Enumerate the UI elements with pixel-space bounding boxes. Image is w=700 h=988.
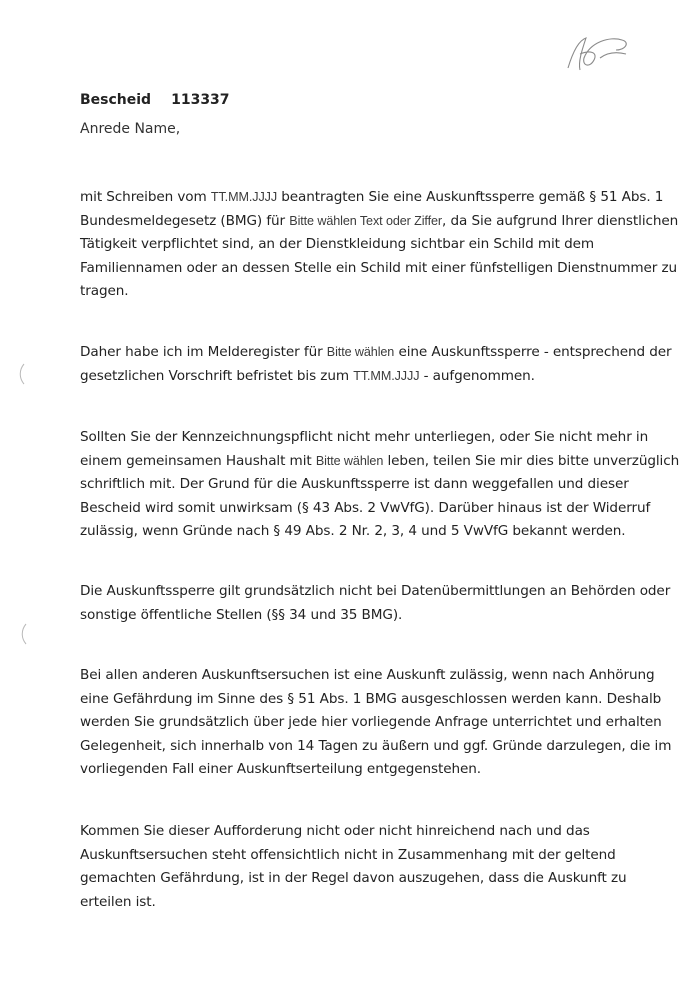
choice-placeholder[interactable]: Bitte wählen: [326, 345, 395, 359]
text-run: , da Sie aufgrund Ihrer dienstlichen Tätigkeit verpflichtet sind, an der Dienstkleidung sichtbar ein Schild mit dem Familiennamen oder an dessen Stelle ein Schild mit einer fünfstelligen Dienstnummer zu tragen.: [80, 212, 679, 300]
choice-placeholder[interactable]: Bitte wählen: [315, 453, 384, 468]
header-title: Bescheid: [80, 92, 152, 108]
document-header: [80, 92, 230, 108]
text-run: Daher habe ich im Melderegister für: [80, 344, 327, 360]
paragraph-other-requests: Bei allen anderen Auskunftsersuchen ist eine Auskunft zulässig, wenn nach Anhörung eine Gefährdung im Sinne des § 51 Abs. 1 BMG ausgeschlossen werden kann. Deshalb werden Sie grundsätzlich über jede hier vorliegende Anfrage unterrichtet und erhalten Gelegenheit, sich innerhalb von 14 Tagen zu äußern und ggf. Gründe darzulegen, die im vorliegenden Fall einer Auskunftserteilung entgegenstehen.: [80, 667, 672, 778]
text-run: Sollten Sie der Kennzeichnungspflicht nicht mehr unterliegen, oder Sie nicht mehr in einem gemeinsamen Haushalt mit: [80, 429, 649, 469]
text-run: mit Schreiben vom: [80, 189, 211, 205]
salutation: Anrede Name,: [80, 121, 181, 137]
margin-paren-icon: [18, 622, 28, 646]
text-run: - aufgenommen.: [419, 367, 535, 384]
text-run: leben, teilen Sie mir dies bitte unverzüglich schriftlich mit. Der Grund für die Auskunftssperre ist dann weggefallen und dieser Bescheid wird somit unwirksam (§ 43 Abs. 2 VwVfG). Darüber hinaus ist der Widerruf zulässig, wenn Gründe nach § 49 Abs. 2 Nr. 2, 3, 4 und 5 VwVfG bekannt werden.: [80, 452, 680, 540]
margin-paren-icon: [16, 362, 26, 386]
paragraph-register: [80, 341, 680, 388]
text-run: eine Auskunftssperre - entsprechend der gesetzlichen Vorschrift befristet bis zum: [80, 344, 672, 384]
paragraph-consequence: Kommen Sie dieser Aufforderung nicht oder nicht hinreichend nach und das Auskunftsersuchen steht offensichtlich nicht in Zusammenhang mit der geltend gemachten Gefährdung, ist in der Regel davon auszugehen, dass die Auskunft zu erteilen ist.: [80, 823, 627, 910]
choice-placeholder[interactable]: Bitte wählen Text oder Ziffer: [289, 213, 443, 228]
paragraph-authorities: Die Auskunftssperre gilt grundsätzlich nicht bei Datenübermittlungen an Behörden oder sonstige öffentliche Stellen (§§ 34 und 35 BMG).: [80, 583, 671, 623]
paragraph-revocation: [80, 426, 680, 544]
reference-number: 113337: [171, 92, 230, 108]
handwritten-initials-icon: [560, 28, 640, 78]
paragraph-application: [80, 186, 680, 304]
date-placeholder[interactable]: TT.MM.JJJJ: [353, 368, 420, 383]
text-run: beantragten Sie eine Auskunftssperre gemäß § 51 Abs. 1 Bundesmeldegesetz (BMG) für: [80, 189, 664, 229]
date-placeholder[interactable]: TT.MM.JJJJ: [210, 190, 278, 204]
